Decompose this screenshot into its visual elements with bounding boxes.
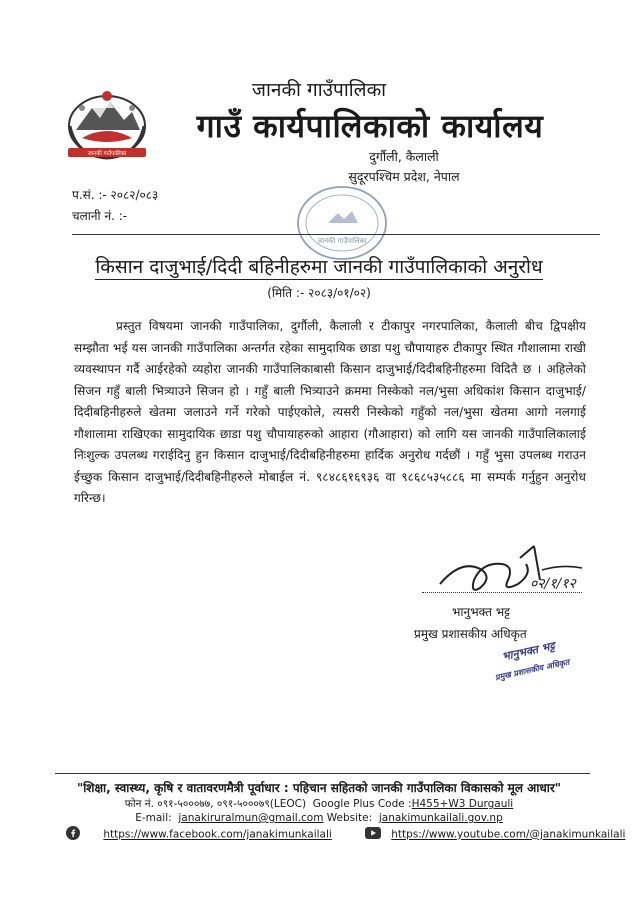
footer-contact-line [0,797,638,811]
signature-line [422,592,582,593]
office-stamp-text: जानकी गाउँपालिका [317,237,367,245]
org-title: गाउँ कार्यपालिकाको कार्यालय [196,107,544,145]
footer-divider [55,773,590,774]
website-label: Website: [326,812,373,824]
seal-stamp-icon [478,630,588,688]
office-stamp-icon [294,183,390,263]
date-line: (मिति :- २०८३/०१/०२) [267,286,371,300]
subject-text: किसान दाजुभाई/दिदी बहिनीहरुमा जानकी गाउँपालिकाको अनुरोध [95,256,543,278]
dispatch-number: चलानी नं. :- [72,209,128,223]
emblem-caption: जानकी गाउँपालिका [87,151,127,157]
youtube-icon[interactable] [365,827,381,842]
header-divider [72,234,600,235]
seal-stamp-name: भानुभक्त भट्ट [500,639,556,664]
website-link[interactable]: janakimunkailali.gov.np [378,812,503,824]
signer-name: भानुभक्त भट्ट [452,605,511,619]
org-location-line1: दुर्गौली, कैलाली [369,149,439,164]
facebook-icon[interactable] [66,826,80,843]
footer-phone: फोन नं. ०९१-५०००७७, ०९१-५०००७९(LEOC) [124,798,307,810]
email-label: E-mail: [135,812,172,824]
plus-code-label: Google Plus Code : [312,798,412,810]
email-link[interactable]: janakiruralmun@gmail.com [178,812,324,824]
signature-date-scrawl: ०२/१/१२ [530,576,576,592]
org-location-line2: सुदूरपश्चिम प्रदेश, नेपाल [348,169,460,184]
handwritten-signature-icon [422,540,592,606]
signer-designation: प्रमुख प्रशासकीय अधिकृत [414,627,527,641]
footer-motto: "शिक्षा, स्वास्थ्य, कृषि र वातावरणमैत्री पूर्वाधार : पहिचान सहितको जानकी गाउँपालिका विकासको मूल आधार" [76,781,562,795]
seal-stamp-designation: प्रमुख प्रशासकीय अधिकृत [494,657,571,683]
reference-number: प.सं. :- २०८२/०८३ [72,188,159,202]
body-paragraph: प्रस्तुत विषयमा जानकी गाउँपालिका, दुर्गौली, कैलाली र टीकापुर नगरपालिका, कैलाली बीच द्विपक्षीय सम्झौता भई यस जानकी गाउँपालिका अन्तर्गत रहेका सामुदायिक छाडा पशु चौपायाहरु टीकापुर स्थित गौशालामा राखी व्यवस्थापन गर्दै आईरहेको व्यहोरा जानकी गाउँपालिकाबासी किसान दाजुभाई/दिदीबहिनीहरुमा विदितै छ । अहिलेको सिजन गहुँ बाली भित्र्याउने सिजन हो । गहुँ बाली भित्र्याउने क्रममा निस्केको नल/भुसा अधिकांश किसान दाजुभाई/दिदीबहिनीहरुले खेतमा जलाउने गर्ने गरेको पाईएकोले, त्यसरी निस्केको गहुँको नल/भुसा खेतमा आगो नलगाई गौशालामा राखिएका सामुदायिक छाडा पशु चौपायाहरुको आहारा (गौआहारा) को लागि यस जानकी गाउँपालिकालाई निःशुल्क उपलब्ध गराईदिनु हुन किसान दाजुभाई/दिदीबहिनीहरुमा हार्दिक अनुरोध गर्दछौं । गहुँ भुसा उपलब्ध गराउन ईच्छुक किसान दाजुभाई/दिदीबहिनीहरुले मोबाईल नं. ९८४८६१६९३६ वा ९८६८५३५८८६ मा सम्पर्क गर्नुहुन अनुरोध गरिन्छ। [74,319,586,505]
footer-email-line [0,812,638,824]
org-name: जानकी गाउँपालिका [251,79,387,101]
footer-social-line [66,826,625,843]
subject-heading [0,253,638,279]
youtube-link[interactable]: https://www.youtube.com/@janakimunkailali [391,828,626,841]
facebook-link[interactable]: https://www.facebook.com/janakimunkailali [103,828,332,841]
plus-code-link[interactable]: H455+W3 Durgauli [411,798,514,810]
